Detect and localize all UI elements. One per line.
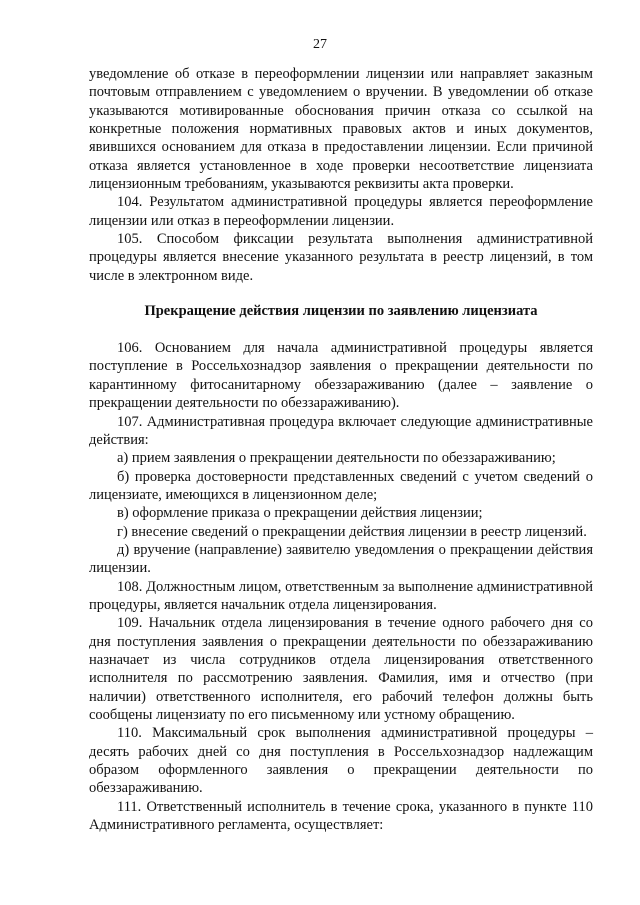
paragraph-107: 107. Административная процедура включает следующие административные действия: — [89, 413, 593, 448]
page-number: 27 — [313, 37, 327, 52]
document-body — [89, 65, 593, 834]
paragraph-106: 106. Основанием для начала административной процедуры является поступление в Россельхознадзор заявления о прекращении деятельности по карантинному фитосанитарному обеззараживанию (далее – заявление о прекращении деятельности по обеззараживанию). — [89, 340, 593, 412]
list-item-g: г) внесение сведений о прекращении действия лицензии в реестр лицензий. — [117, 523, 587, 540]
paragraph-104: 104. Результатом административной процедуры является переоформление лицензии или отказ в переоформлении лицензии. — [89, 194, 593, 229]
section-heading: Прекращение действия лицензии по заявлению лицензиата — [144, 303, 538, 320]
list-item-b: б) проверка достоверности представленных сведений с учетом сведений о лицензиате, имеющихся в лицензионном деле; — [89, 468, 593, 503]
list-item-v: в) оформление приказа о прекращении действия лицензии; — [117, 505, 483, 522]
paragraph-108: 108. Должностным лицом, ответственным за выполнение административной процедуры, является начальник отдела лицензирования. — [89, 578, 593, 613]
list-item-a: а) прием заявления о прекращении деятельности по обеззараживанию; — [117, 450, 556, 467]
paragraph-111: 111. Ответственный исполнитель в течение срока, указанного в пункте 110 Административного регламента, осуществляет: — [89, 798, 593, 834]
paragraph-105: 105. Способом фиксации результата выполнения административной процедуры является внесение указанного результата в реестр лицензий, в том числе в электронном виде. — [89, 231, 593, 284]
paragraph-refusal-notice: уведомление об отказе в переоформлении лицензии или направляет заказным почтовым отправлением с уведомлением о вручении. В уведомлении об отказе указываются мотивированные обоснования причин отказа со ссылкой на конкретные положения нормативных правовых актов и иных документов, явившихся основанием для отказа в предоставлении лицензии. Если причиной отказа является установленное в ходе проверки несоответствие лицензиата лицензионным требованиям, указываются реквизиты акта проверки. — [89, 66, 593, 193]
paragraph-110: 110. Максимальный срок выполнения административной процедуры – десять рабочих дней со дня поступления в Россельхознадзор надлежащим образом оформленного заявления о прекращении деятельности по обеззараживанию. — [89, 725, 593, 797]
list-item-d: д) вручение (направление) заявителю уведомления о прекращении действия лицензии. — [89, 541, 593, 577]
paragraph-109: 109. Начальник отдела лицензирования в течение одного рабочего дня со дня поступления заявления о прекращении деятельности по обеззараживанию назначает из числа сотрудников отдела лицензирования ответственного исполнителя по рассмотрению заявления. Фамилия, имя и отчество (при наличии) ответственного исполнителя, его рабочий телефон должны быть сообщены лицензиату по его письменному или устному обращению. — [89, 615, 593, 723]
